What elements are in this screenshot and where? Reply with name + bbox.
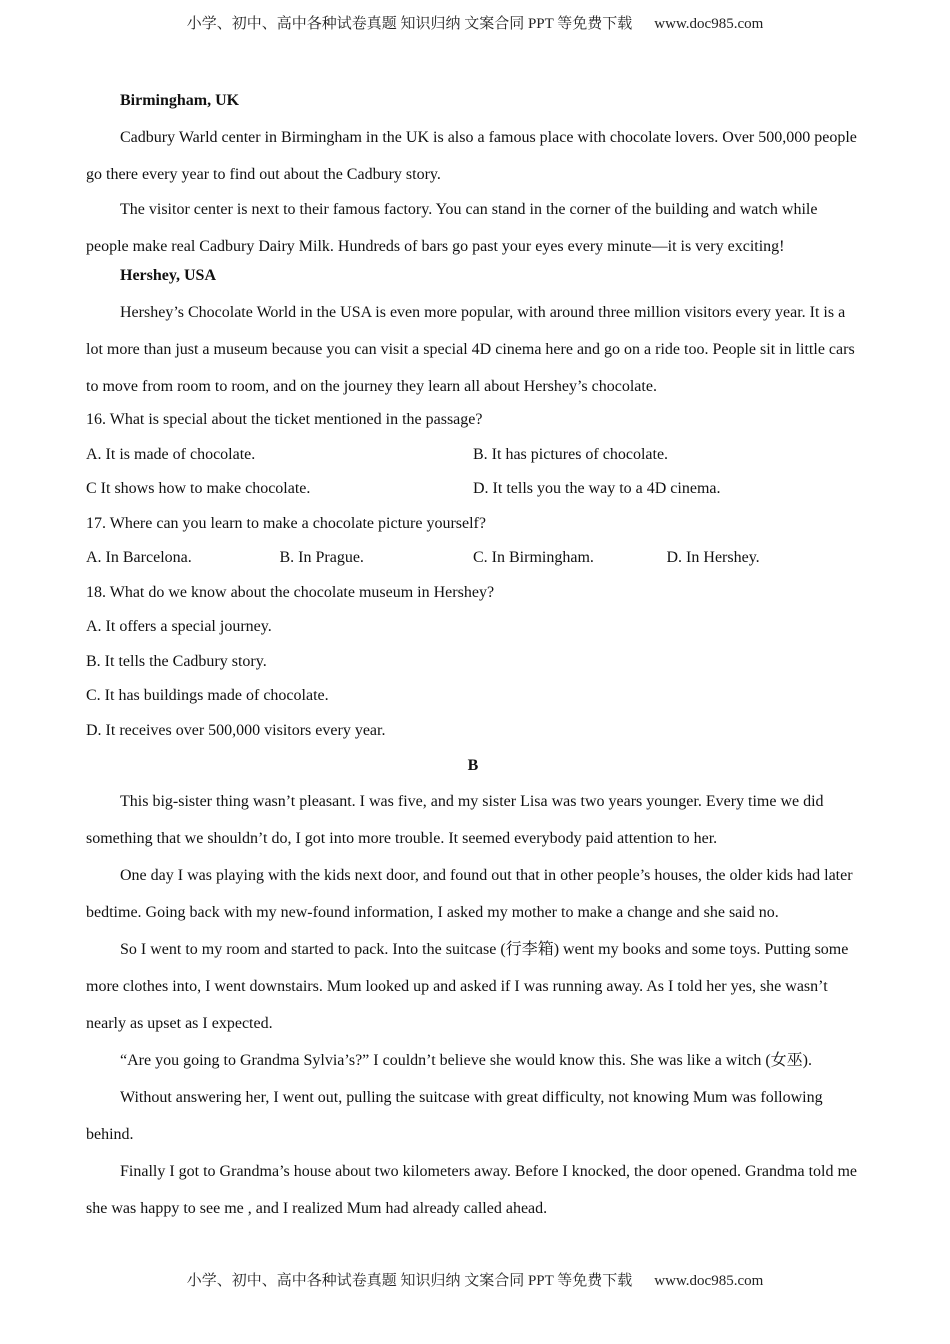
option-18b: B. It tells the Cadbury story. (86, 652, 267, 670)
option-16c: C It shows how to make chocolate. (86, 480, 311, 497)
option-18d: D. It receives over 500,000 visitors every year. (86, 721, 386, 739)
footer-tagline: 小学、初中、高中各种试卷真题 知识归纳 文案合同 PPT 等免费下载 (186, 1273, 633, 1289)
paragraph: Cadbury Warld center in Birmingham in the UK is also a famous place with chocolate lovers. Over 500,000 people go there every year to find out about the Cadbury story. (86, 129, 857, 183)
passage-b-title: B (467, 757, 479, 774)
question-16-options-row-2 (86, 472, 860, 507)
header-site-link[interactable]: www.doc985.com (654, 16, 764, 32)
question-18: 18. What do we know about the chocolate museum in Hershey? (86, 583, 495, 601)
option-17d: D. In Hershey. (666, 549, 760, 566)
option-18a: A. It offers a special journey. (86, 618, 272, 635)
question-16-options-row-1 (86, 438, 860, 473)
page-footer (0, 1269, 950, 1290)
document-body (86, 88, 860, 1227)
question-16: 16. What is special about the ticket mentioned in the passage? (86, 411, 483, 428)
paragraph: The visitor center is next to their famous factory. You can stand in the corner of the building and watch while people make real Cadbury Dairy Milk. Hundreds of bars go past your eyes every minute—it is very exciting! (86, 201, 818, 255)
option-17a: A. In Barcelona. (86, 549, 192, 566)
section-heading-birmingham: Birmingham, UK (120, 92, 240, 109)
paragraph: So I went to my room and started to pack. Into the suitcase (行李箱) went my books and some toys. Putting some more clothes into, I went downstairs. Mum looked up and asked if I was running away. As I told her yes, she wasn’t nearly as upset as I expected. (86, 941, 849, 1032)
option-16b: B. It has pictures of chocolate. (473, 445, 669, 463)
option-17b: B. In Prague. (279, 549, 364, 566)
paragraph: “Are you going to Grandma Sylvia’s?” I couldn’t believe she would know this. She was like a witch (女巫). (120, 1052, 813, 1069)
option-18c: C. It has buildings made of chocolate. (86, 687, 329, 704)
option-16a: A. It is made of chocolate. (86, 445, 256, 463)
paragraph: This big-sister thing wasn’t pleasant. I was five, and my sister Lisa was two years younger. Every time we did something that we shouldn’t do, I got into more trouble. It seemed everybody paid attention to her. (86, 793, 824, 847)
question-17: 17. Where can you learn to make a chocolate picture yourself? (86, 514, 486, 532)
paragraph: Hershey’s Chocolate World in the USA is even more popular, with around three million visitors every year. It is a lot more than just a museum because you can visit a special 4D cinema here and go on a ride too. People sit in little cars to move from room to room, and on the journey they learn all about Hershey’s chocolate. (86, 304, 855, 395)
page-header (0, 12, 950, 33)
section-heading-hershey: Hershey, USA (120, 267, 216, 284)
paragraph: Without answering her, I went out, pulling the suitcase with great difficulty, not knowing Mum was following behind. (86, 1089, 823, 1143)
option-16d: D. It tells you the way to a 4D cinema. (473, 480, 721, 497)
paragraph: Finally I got to Grandma’s house about two kilometers away. Before I knocked, the door opened. Grandma told me she was happy to see me , and I realized Mum had already called ahead. (86, 1163, 857, 1217)
footer-site-link[interactable]: www.doc985.com (654, 1273, 764, 1289)
header-tagline: 小学、初中、高中各种试卷真题 知识归纳 文案合同 PPT 等免费下载 (186, 16, 633, 32)
option-17c: C. In Birmingham. (473, 549, 594, 566)
passage-b-body (86, 783, 860, 1227)
question-17-options (86, 541, 860, 576)
paragraph: One day I was playing with the kids next door, and found out that in other people’s houses, the older kids had later bedtime. Going back with my new-found information, I asked my mother to make a change and she said no. (86, 867, 853, 921)
